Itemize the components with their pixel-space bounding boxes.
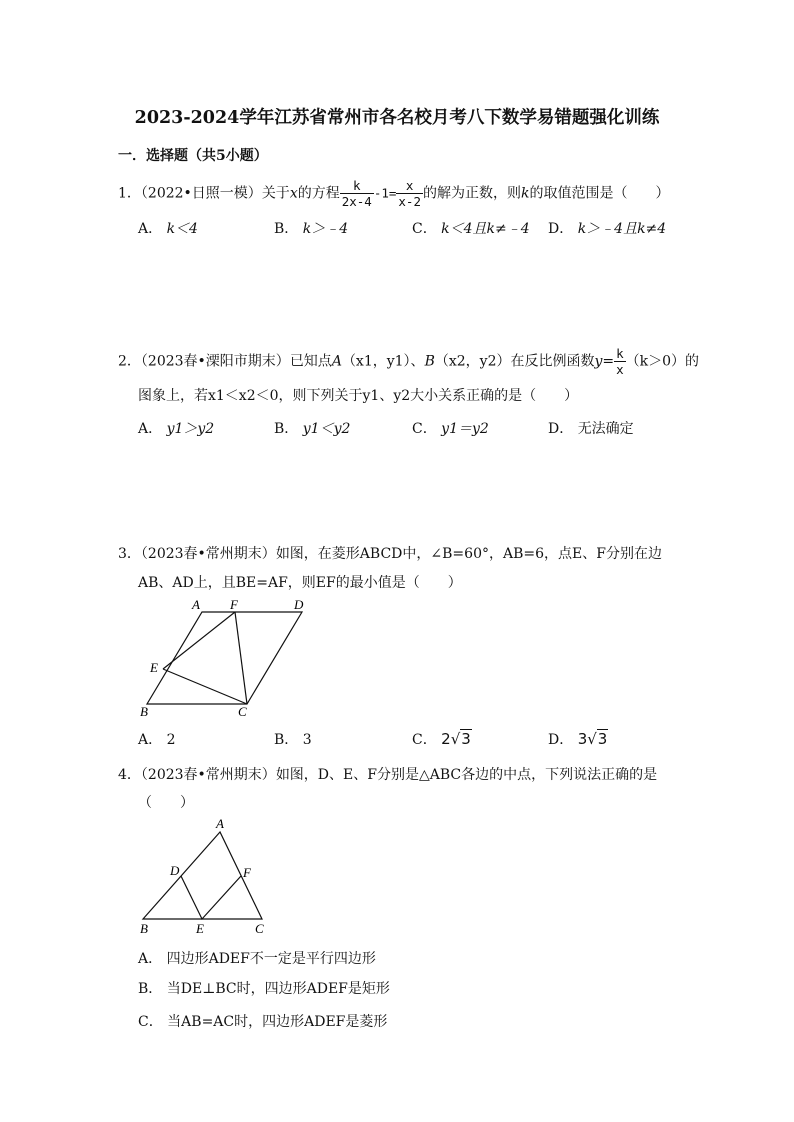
question-3: 3．（2023春•常州期末）如图，在菱形ABCD中，∠B=60°，AB=6，点E、F分别在边 xyxy=(118,546,662,562)
option-a: A． 2 xyxy=(138,732,176,748)
option-c: C． 2√3 xyxy=(412,730,471,748)
option-b: B． k＞﹣4 xyxy=(274,221,349,237)
option-b: B． y1＜y2 xyxy=(274,421,351,437)
option-c: C． y1＝y2 xyxy=(412,421,489,437)
label-a: A xyxy=(192,597,200,612)
label-c: C xyxy=(255,921,264,936)
label-e: E xyxy=(196,921,204,936)
triangle-figure xyxy=(130,815,280,937)
question-source: （2023春•常州期末） xyxy=(140,767,276,783)
page-title: 2023-2024学年江苏省常州市各名校月考八下数学易错题强化训练 xyxy=(134,108,660,128)
question-source: （2023春•溧阳市期末） xyxy=(140,353,290,370)
label-b: B xyxy=(140,921,148,936)
option-d: D． 3√3 xyxy=(548,730,608,748)
option-b: B． 当DE⊥BC时，四边形ADEF是矩形 xyxy=(138,981,390,997)
segment-fc xyxy=(235,612,247,704)
label-e: E xyxy=(150,660,158,675)
option-a: A． y1＞y2 xyxy=(138,421,215,437)
question-number: 3． xyxy=(118,546,141,562)
rhombus-figure xyxy=(130,596,320,718)
option-b: B． 3 xyxy=(274,732,312,748)
question-4: 4．（2023春•常州期末）如图，D、E、F分别是△ABC各边的中点，下列说法正确的是 xyxy=(118,767,658,783)
section-heading: 一．选择题（共5小题） xyxy=(118,148,268,164)
question-source: （2023春•常州期末） xyxy=(140,546,276,562)
question-1: 1．（2022•日照一模）关于x的方程 $\frac{k}{2x-4}$ -1= $\frac{x}{x-2}$ 的解为正数，则k的取值范围是（ ） xyxy=(118,178,670,209)
label-d: D xyxy=(294,597,304,612)
question-number: 2． xyxy=(118,353,141,370)
question-source: （2022•日照一模） xyxy=(140,185,262,202)
question-number: 1． xyxy=(118,185,141,202)
option-a: A． 四边形ADEF不一定是平行四边形 xyxy=(138,951,376,967)
option-d: D． k＞﹣4且k≠4 xyxy=(548,221,667,237)
fraction: $\frac{x}{x-2}$ xyxy=(398,178,421,209)
option-c: C． k＜4且k≠﹣4 xyxy=(412,221,530,237)
rhombus-abcd xyxy=(147,612,302,704)
question-2-line-2: 图象上，若x1＜x2＜0，则下列关于y1、y2大小关系正确的是（ ） xyxy=(138,388,579,404)
question-4-line-2: （ ） xyxy=(138,795,194,811)
label-d: D xyxy=(170,863,180,878)
fraction: $\frac{k}{2x-4}$ xyxy=(341,178,372,209)
question-number: 4． xyxy=(118,767,141,783)
sqrt-expression: 3√3 xyxy=(577,730,608,748)
option-a: A． k＜4 xyxy=(138,221,198,237)
question-2: 2．（2023春•溧阳市期末）已知点A（x1，y1）、B（x2，y2）在反比例函数y= $\frac{k}{x}$ （k＞0）的 xyxy=(118,346,700,377)
option-d: D． 无法确定 xyxy=(548,421,634,437)
label-a: A xyxy=(216,816,224,831)
fraction: $\frac{k}{x}$ xyxy=(616,346,624,377)
sqrt-expression: 2√3 xyxy=(441,730,471,748)
label-c: C xyxy=(238,704,247,718)
midline-def xyxy=(181,876,241,919)
segment-ef xyxy=(163,612,235,669)
label-f: F xyxy=(243,865,251,880)
segment-ec xyxy=(163,669,247,704)
label-b: B xyxy=(140,704,148,718)
label-f: F xyxy=(230,597,238,612)
question-3-line-2: AB、AD上，且BE=AF，则EF的最小值是（ ） xyxy=(138,575,462,591)
option-c: C． 当AB=AC时，四边形ADEF是菱形 xyxy=(138,1014,388,1030)
